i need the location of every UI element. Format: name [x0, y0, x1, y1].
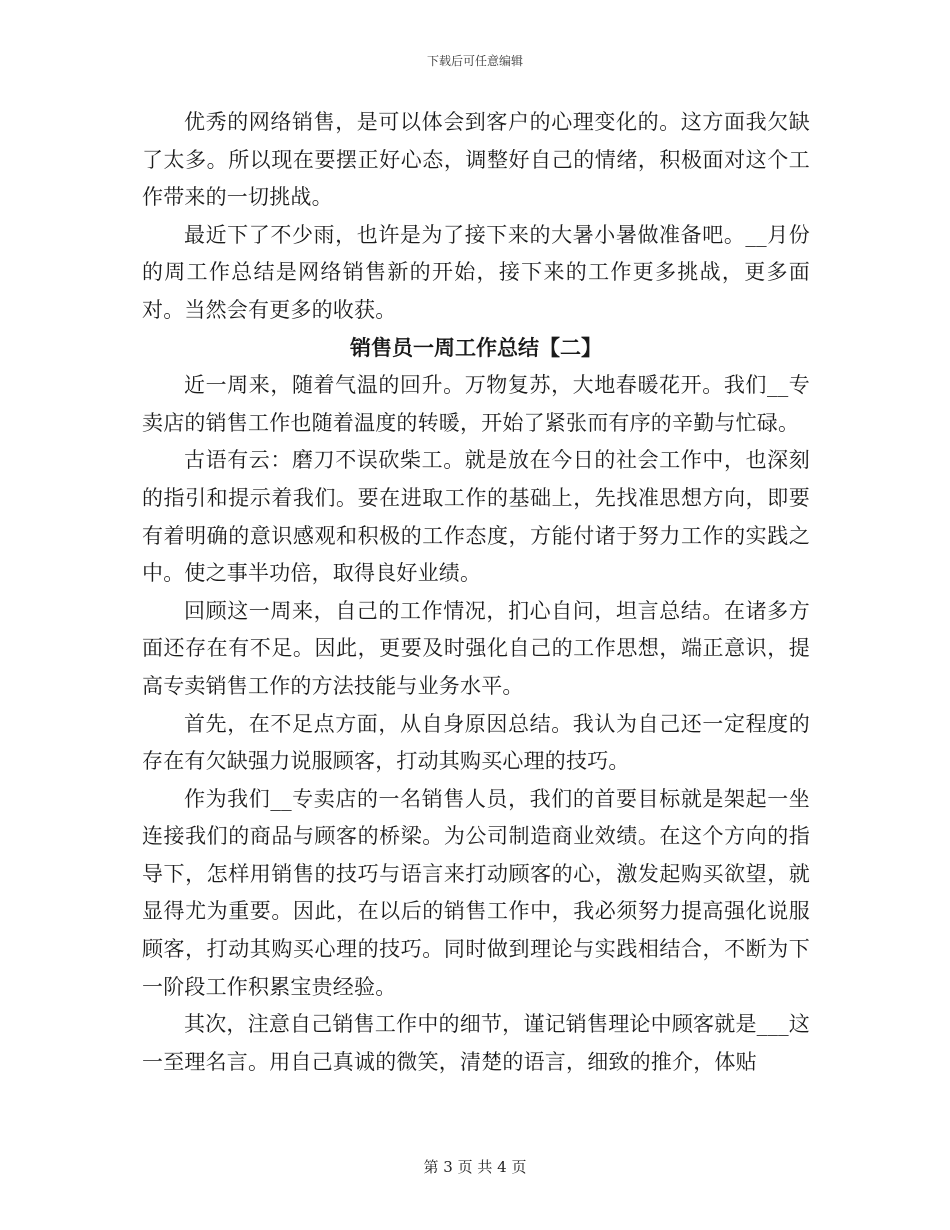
paragraph: 近一周来，随着气温的回升。万物复苏，大地春暖花开。我们__专卖店的销售工作也随着温度的转暖，开始了紧张而有序的辛勤与忙碌。: [142, 373, 810, 435]
paragraph: 作为我们__专卖店的一名销售人员，我们的首要目标就是架起一坐连接我们的商品与顾客的桥梁。为公司制造商业效绩。在这个方向的指导下，怎样用销售的技巧与语言来打动顾客的心，激发起购买欲望，就显得尤为重要。因此，在以后的销售工作中，我必须努力提高强化说服顾客，打动其购买心理的技巧。同时做到理论与实践相结合，不断为下一阶段工作积累宝贵经验。: [142, 786, 810, 999]
paragraph: 回顾这一周来，自己的工作情况，扪心自问，坦言总结。在诸多方面还存在有不足。因此，更要及时强化自己的工作思想，端正意识，提高专卖销售工作的方法技能与业务水平。: [142, 598, 810, 698]
page-footer: 第 3 页 共 4 页: [423, 1158, 527, 1176]
document-body: [142, 104, 810, 1081]
page-header: 下载后可任意编辑: [426, 54, 523, 68]
paragraph: 其次，注意自己销售工作中的细节，谨记销售理论中顾客就是___这一至理名言。用自己真诚的微笑，清楚的语言，细致的推介，体贴: [142, 1012, 810, 1074]
paragraph: 首先，在不足点方面，从自身原因总结。我认为自己还一定程度的存在有欠缺强力说服顾客，打动其购买心理的技巧。: [142, 711, 810, 774]
section-heading: 销售员一周工作总结【二】: [350, 335, 602, 360]
paragraph: 最近下了不少雨，也许是为了接下来的大暑小暑做准备吧。__月份的周工作总结是网络销售新的开始，接下来的工作更多挑战，更多面对。当然会有更多的收获。: [142, 222, 810, 322]
paragraph: 优秀的网络销售，是可以体会到客户的心理变化的。这方面我欠缺了太多。所以现在要摆正好心态，调整好自己的情绪，积极面对这个工作带来的一切挑战。: [142, 110, 810, 210]
paragraph: 古语有云：磨刀不误砍柴工。就是放在今日的社会工作中，也深刻的指引和提示着我们。要在进取工作的基础上，先找准思想方向，即要有着明确的意识感观和积极的工作态度，方能付诸于努力工作的实践之中。使之事半功倍，取得良好业绩。: [142, 448, 810, 586]
